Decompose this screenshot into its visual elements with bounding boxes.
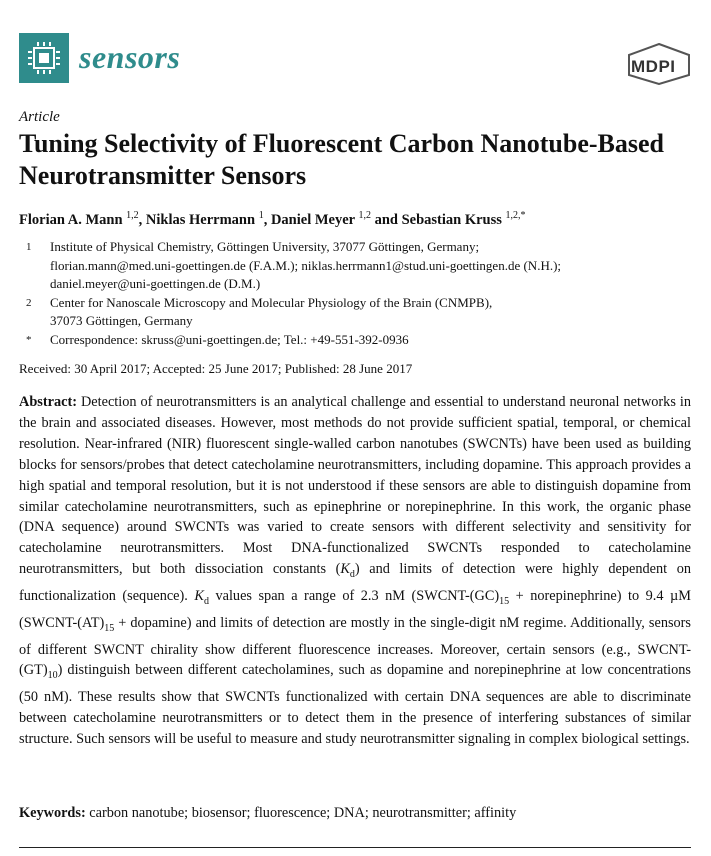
affiliation-mark: 1 [26, 241, 32, 253]
keywords-label: Keywords: [19, 805, 86, 821]
journal-header [19, 33, 691, 85]
author-affil-mark: 1 [258, 210, 264, 221]
author-name: Sebastian Kruss [401, 211, 502, 228]
abstract-label: Abstract: [19, 394, 77, 410]
footer-rule [19, 847, 691, 848]
keywords-text: carbon nanotube; biosensor; fluorescence; DNA; neurotransmitter; affinity [85, 805, 517, 821]
affiliation-item [26, 331, 691, 350]
affiliation-line: daniel.meyer@uni-goettingen.de (D.M.) [50, 276, 261, 292]
affiliation-line: florian.mann@med.uni-goettingen.de (F.A.M.); niklas.herrmann1@stud.uni-goettingen.de (N.H.); [50, 257, 562, 273]
affiliations [26, 238, 691, 350]
paper-title: Tuning Selectivity of Fluorescent Carbon Nanotube-Based Neurotransmitter Sensors [19, 129, 664, 190]
article-type: Article [19, 109, 60, 125]
affiliation-line: 37073 Göttingen, Germany [50, 313, 193, 329]
abstract: Abstract: Detection of neurotransmitters is an analytical challenge and essential to understand neuronal networks in the brain and associated diseases. However, most methods do not provide sufficient spatial, temporal, or chemical resolution. Near-infrared (NIR) fluorescent single-walled carbon nanotubes (SWCNTs) have been used as building blocks for sensors/probes that detect catecholamine neurotransmitters, including dopamine. This approach provides a high spatial and temporal resolution, but it is not understood if these sensors are able to distinguish dopamine from similar catecholamine neurotransmitters, such as epinephrine or norepinephrine. In this work, the organic phase (DNA sequence) around SWCNTs was varied to create sensors with different selectivity and sensitivity for catecholamine neurotransmitters. Most DNA-functionalized SWCNTs responded to catecholamine neurotransmitters, but both dissociation constants $(K_d)$ and limits of detection were highly dependent on functionalization (sequence). $K_d$ values span a range of 2.3 nM ($SWCNT-(GC)_{15}$ + norepinephrine) to 9.4 µM ($SWCNT-(AT)_{15}$ + dopamine) and limits of detection are mostly in the single-digit nM regime. Additionally, sensors of different SWCNT chirality show different fluorescence increases. Moreover, certain sensors (e.g., SWCNT-$(GT)_{10}$) distinguish between different catecholamines, such as dopamine and norepinephrine at low concentrations (50 nM). These results show that SWCNTs functionalized with certain DNA sequences are able to discriminate between catecholamine neurotransmitters or to detect them in the presence of interfering substances of similar structure. Such sensors will be useful to measure and study neurotransmitter signaling in complex biological settings. [19, 394, 691, 748]
affiliation-line: Center for Nanoscale Microscopy and Molecular Physiology of the Brain (CNMPB), [50, 294, 493, 310]
author-list: Florian A. Mann $^{1,2}$, Niklas Herrmann $^1$, Daniel Meyer $^{1,2}$ and Sebastian Kruss $^{1,2,*}$ [19, 210, 526, 228]
author-name: Daniel Meyer [270, 211, 355, 228]
affiliation-mark: * [26, 333, 32, 346]
journal-name: sensors [79, 39, 181, 75]
publication-dates: Received: 30 April 2017; Accepted: 25 June 2017; Published: 28 June 2017 [19, 361, 413, 376]
affiliation-item [26, 294, 691, 331]
author-affil-mark: 1,2 [126, 210, 139, 221]
author-affil-mark: 1,2 [358, 210, 371, 221]
correspondence-line: Correspondence: skruss@uni-goettingen.de; Tel.: +49-551-392-0936 [50, 331, 409, 347]
mdpi-logo [627, 43, 691, 85]
author-name: Florian A. Mann [19, 211, 123, 228]
keywords [19, 805, 516, 822]
author-affil-mark: 1,2,* [505, 210, 526, 221]
affiliation-item [26, 238, 691, 294]
publisher-name: MDPI [631, 57, 676, 76]
author-name: Niklas Herrmann [145, 211, 256, 228]
sensors-chip-logo [19, 33, 69, 83]
affiliation-mark: 2 [26, 296, 32, 309]
chip-icon [33, 47, 55, 69]
affiliation-line: Institute of Physical Chemistry, Göttingen University, 37077 Göttingen, Germany; [50, 239, 480, 254]
